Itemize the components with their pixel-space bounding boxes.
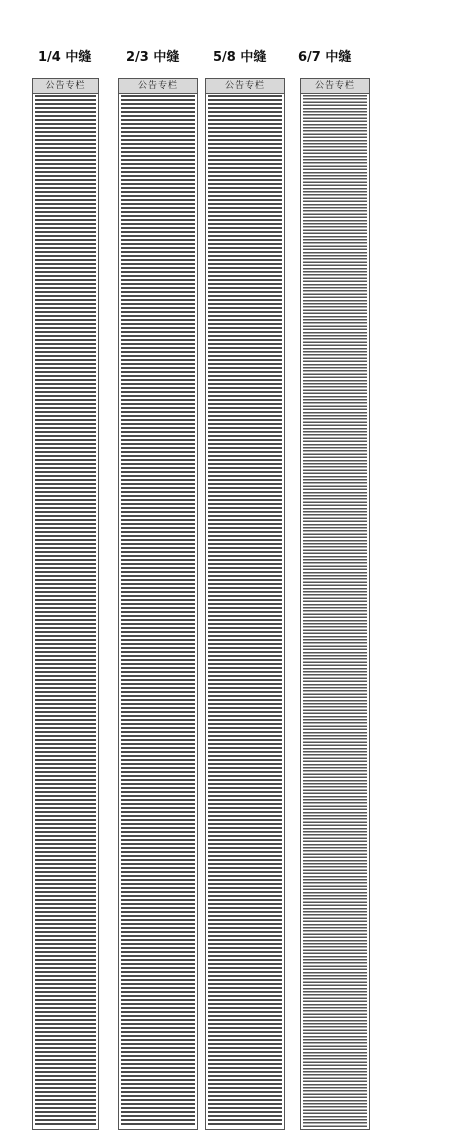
column-text-block xyxy=(208,95,282,1127)
column-text-block xyxy=(35,95,96,1127)
column-header: 公告专栏 xyxy=(119,79,197,94)
label-five-eighths: 5/8 中缝 xyxy=(213,50,267,65)
column-header: 公告专栏 xyxy=(206,79,284,94)
notice-column-2 xyxy=(118,78,198,1130)
column-text-block xyxy=(121,95,195,1127)
label-two-thirds: 2/3 中缝 xyxy=(126,50,180,65)
column-text-block xyxy=(303,95,367,1127)
notice-column-3 xyxy=(205,78,285,1130)
column-header: 公告专栏 xyxy=(33,79,98,94)
label-quarter: 1/4 中缝 xyxy=(38,50,92,65)
notice-column-1 xyxy=(32,78,99,1130)
column-header: 公告专栏 xyxy=(301,79,369,94)
notice-column-4 xyxy=(300,78,370,1130)
label-six-sevenths: 6/7 中缝 xyxy=(298,50,352,65)
